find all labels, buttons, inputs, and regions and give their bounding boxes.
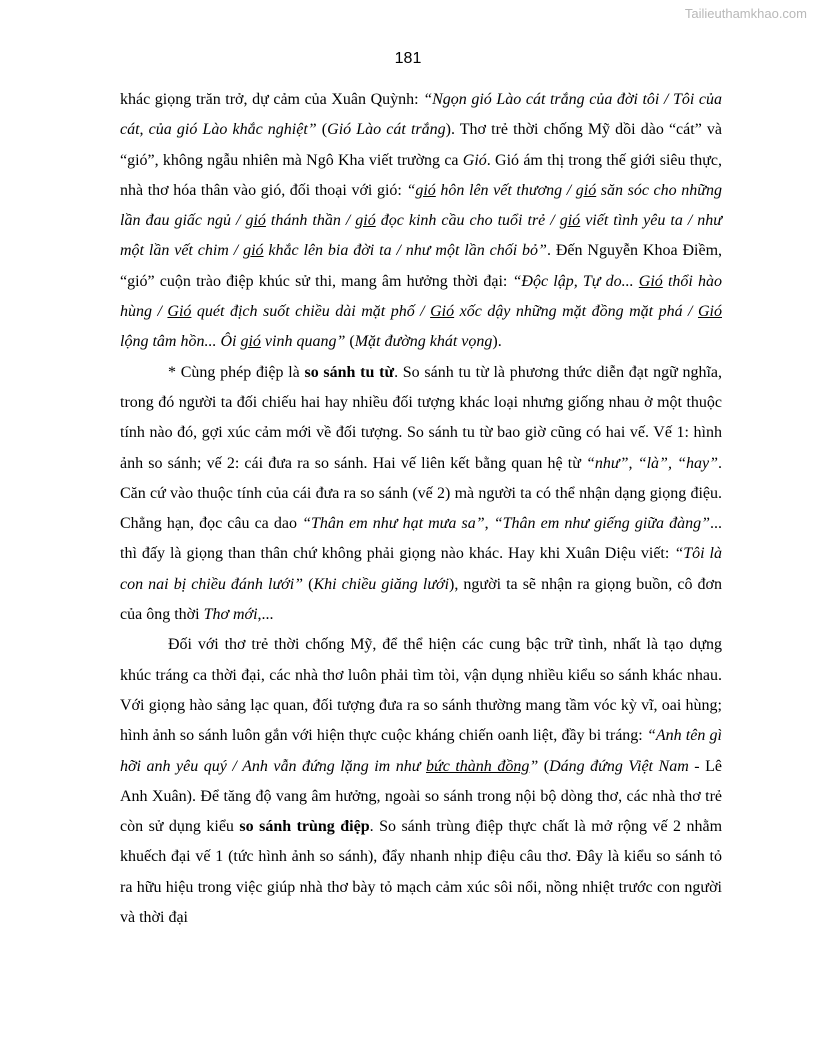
quote-text: thánh thần / [265,212,356,230]
quote-text: viết tình yêu ta / như một lần vết chim / [120,212,723,260]
quote-text: lộng tâm hồn... Ôi [120,333,241,351]
text-run: . So sánh trùng điệp thực chất là mở rộng vế 2 nhằm khuếch đại vế 1 (tức hình ảnh so sánh), đẩy nhanh nhịp điệu câu thơ. Đây là kiểu so sánh tỏ ra hữu hiệu trong việc giúp nhà thơ bày tỏ mạch cảm xúc sôi nổi, nồng nhiệt trước con người và thời đại [120,818,723,927]
text-run: ( [303,575,314,593]
quote-text: hôn lên vết thương / [435,181,576,199]
italic-run: “như”, “là”, “hay” [586,454,719,472]
bold-term: so sánh trùng điệp [239,818,370,836]
quote: “Tôi là con nai bị chiều đánh lưới” [120,545,722,593]
underlined-word: gió [575,181,597,199]
watermark: Tailieuthamkhao.com [684,6,807,21]
text-run: * Cùng phép điệp là [168,363,305,381]
underlined-word: Gió [698,303,722,321]
document-body [120,85,722,933]
quote: “Ngọn gió Lào cát trắng của đời tôi / Tôi của cát, của gió Lào khắc nghiệt” [120,91,723,139]
quote-text: săn sóc cho những lần đau giấc ngủ / [120,181,722,230]
text-run: . Đến Nguyễn Khoa Điềm, “gió” cuộn trào điệp khúc sử thi, mang âm hưởng thời đại: [120,242,723,290]
text-run: . Gió ám thị trong thế giới siêu thực, nhà thơ hóa thân vào gió, đối thoại với gió: [120,151,723,199]
paragraph-2 [120,358,722,631]
text-run: ). [492,333,502,351]
work-title: Gió [462,151,487,169]
text-run: ... thì đấy là giọng than thân chứ không phải giọng nào khác. Hay khi Xuân Diệu viết: [120,515,723,563]
underlined-word: gió [355,212,376,230]
underlined-word: bức thành đồng [426,757,530,775]
text-run: ), người ta sẽ nhận ra giọng buồn, cô đơn của ông thời [120,575,722,624]
bold-term: so sánh tu từ [304,363,395,381]
text-run: - Lê Anh Xuân). Để tăng độ vang âm hưởng, ngoài so sánh trong nội bộ dòng thơ, các nhà thơ trẻ còn sử dụng kiểu [120,757,723,836]
paragraph-1 [120,85,722,358]
work-title: Dáng đứng Việt Nam [549,757,689,775]
text-run: ,... [257,606,274,624]
text-run: . So sánh tu từ là phương thức diễn đạt ngữ nghĩa, trong đó người ta đối chiếu hai hay nhiều đối tượng khác loại nhưng giống nhau ở một thuộc tính nào đó, gợi xúc cảm mới về đối tượng. So sánh tu từ bao giờ cũng có hai vế. Vế 1: hình ảnh so sánh; vế 2: cái đưa ra so sánh. Hai vế liên kết bằng quan hệ từ [120,363,723,472]
page-number: 181 [394,50,422,67]
quote-text: “ [406,181,416,199]
quote-text: “Độc lập, Tự do... [512,272,639,290]
paragraph-3 [120,630,722,933]
text-run: ). Thơ trẻ thời chống Mỹ dồi dào “cát” và “gió”, không ngẫu nhiên mà Ngô Kha viết trường ca [120,121,723,169]
quote-text: “Anh tên gì hỡi anh yêu quý / Anh vẫn đứng lặng im như [120,727,722,775]
underlined-word: gió [243,242,264,260]
quote-text: khắc lên bia đời ta / như một lần chối bỏ” [263,242,547,260]
underlined-word: Gió [638,272,663,290]
quote: “Thân em như hạt mưa sa” [302,515,485,533]
quote-text: xốc dậy những mặt đồng mặt phá / [454,303,698,321]
work-title: Mặt đường khát vọng [354,333,493,351]
text-run: , [484,515,494,533]
underlined-word: gió [245,212,266,230]
text-run: . Căn cứ vào thuộc tính của cái đưa ra so sánh (vế 2) mà người ta có thể nhận dạng giọng điệu. Chẳng hạn, đọc câu ca dao [120,454,723,533]
text-run: Đối với thơ trẻ thời chống Mỹ, để thể hiện các cung bậc trữ tình, nhất là tạo dựng khúc tráng ca thời đại, các nhà thơ luôn phải tìm tòi, vận dụng nhiều kiểu so sánh khác nhau. Với giọng hào sảng lạc quan, đối tượng đưa ra so sánh thường mang tầm vóc kỳ vĩ, oai hùng; hình ảnh so sánh luôn gắn với hiện thực cuộc kháng chiến oanh liệt, đầy bi tráng: [120,636,722,745]
text-run: ( [316,121,328,139]
text-run: ( [345,333,355,351]
underlined-word: gió [559,212,581,230]
quote: “Thân em như giếng giữa đàng” [493,515,711,533]
underlined-word: gió [240,333,261,351]
underlined-word: gió [415,181,436,199]
quote-text: ” [529,757,539,775]
text-run: khác giọng trăn trở, dự cảm của Xuân Quỳnh: [120,91,424,108]
underlined-word: Gió [167,303,192,321]
work-title: Thơ mới [203,606,258,624]
work-title: Gió Lào cát trắng [327,121,446,139]
work-title: Khi chiều giăng lưới [313,575,450,593]
text-run: ( [538,757,550,775]
quote-text: thổi hào hùng / [120,272,723,321]
quote-text: quét địch suốt chiều dài mặt phố / [191,303,431,321]
quote-text: đọc kinh cầu cho tuổi trẻ / [375,212,560,230]
quote-text: vinh quang” [260,333,346,351]
underlined-word: Gió [430,303,455,321]
